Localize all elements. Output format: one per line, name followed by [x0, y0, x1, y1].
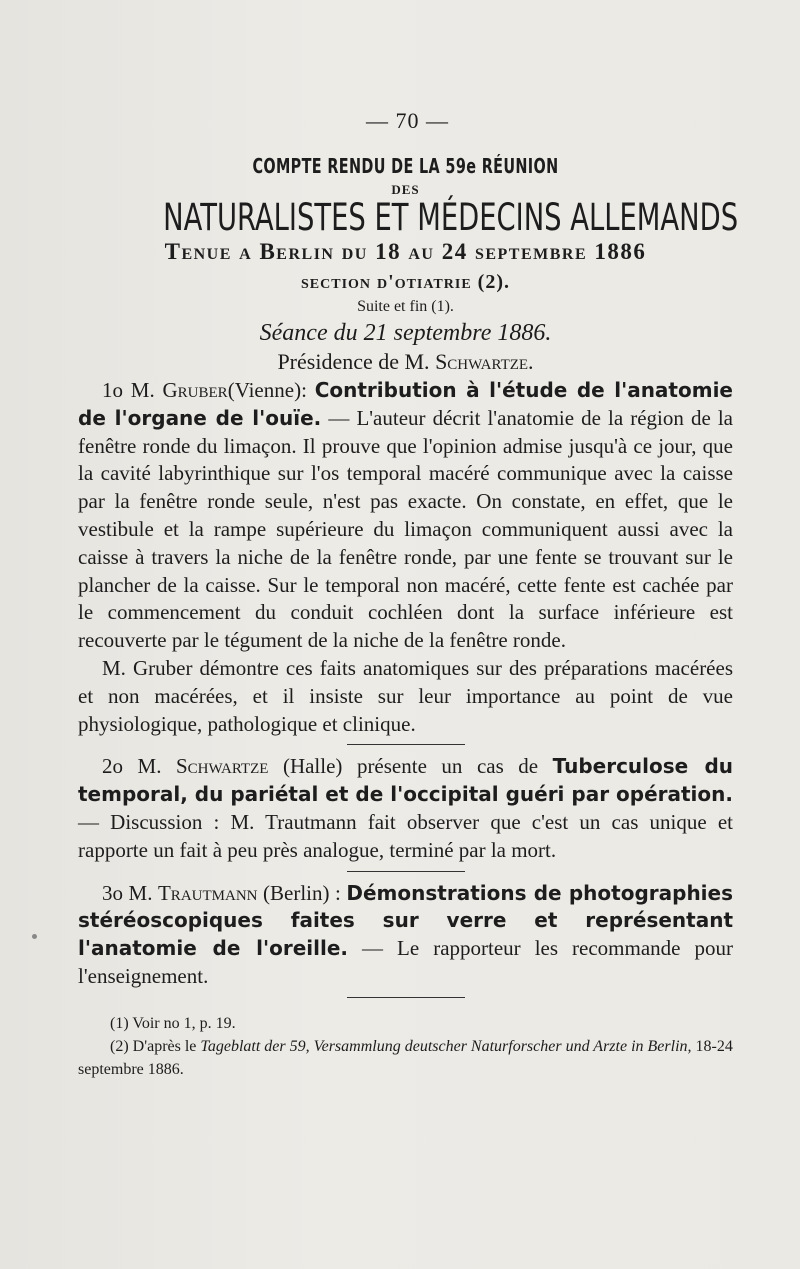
footnote-2-suffix: 18-24 septembre 1886.: [78, 1037, 733, 1078]
item-1-title: Contribution à l'étude de l'anatomie de l'organe de l'ouïe.: [78, 378, 733, 430]
page-number: — 70 —: [366, 108, 449, 133]
divider: [347, 997, 465, 998]
item-1-speaker: Gruber: [162, 378, 228, 402]
item-1-text: — L'auteur décrit l'anatomie de la région de la fenêtre ronde du limaçon. Il prouve que l'opinion admise jusqu'à ce jour, que la cavité labyrinthique sur l'os temporal macéré communique avec la caisse par la fenêtre ronde seule, n'est pas exacte. On constate, en effet, que le vestibule et la rampe supérieure du limaçon communiquent aussi avec la caisse à travers la niche de la fenêtre ronde, par une fente se trouvant sur le plancher de la caisse. Sur le temporal non macéré, cette fente est cachée par le commencement du conduit cochléen dont la surface inférieure est recouverte par le tégument de la niche de la fenêtre ronde.: [78, 405, 734, 653]
continuation-note: Suite et fin (1).: [357, 298, 454, 315]
item-2-number: 2o M.: [102, 754, 162, 779]
item-2-paragraph: [78, 753, 733, 864]
footnote-1: (1) Voir no 1, p. 19.: [110, 1014, 236, 1032]
footnotes: [78, 1012, 733, 1081]
page-content: [78, 108, 739, 1081]
president-name: Schwartze.: [435, 349, 534, 374]
item-3-place: (Berlin) :: [263, 880, 341, 905]
item-3-title: Démonstrations de photographies stéréoscopiques faites sur verre et représentant l'anatomie de l'oreille.: [78, 880, 734, 961]
item-1-text-2: M. Gruber démontre ces faits anatomiques sur des préparations macérées et non macérées, et il insiste sur leur importance au point de vue physiologique, pathologique et clinique.: [78, 655, 733, 736]
footnote-2-prefix: (2) D'après le: [110, 1037, 197, 1055]
item-1-number: 1o M.: [102, 378, 155, 402]
presidency-prefix: Présidence de M.: [277, 349, 430, 374]
item-1-paragraph: [78, 377, 733, 655]
divider: [347, 744, 465, 745]
item-3-text: — Le rapporteur les recommande pour l'enseignement.: [78, 936, 734, 988]
item-3-speaker: Trautmann: [157, 880, 258, 905]
item-1-paragraph-2: [78, 655, 733, 738]
main-title: NATURALISTES ET MÉDECINS ALLEMANDS: [163, 196, 739, 239]
margin-speck: [32, 934, 37, 939]
footnote-2-source: Tageblatt der 59, Versammlung deutscher Naturforscher und Arzte in Berlin,: [200, 1037, 692, 1055]
item-3-number: 3o M.: [102, 880, 153, 905]
section-title: section d'otiatrie (2).: [301, 271, 510, 293]
session-date: Séance du 21 septembre 1886.: [259, 320, 552, 346]
item-2-place: (Halle) présente un cas de: [282, 754, 539, 779]
heading-des: DES: [391, 182, 420, 197]
footnote-2: [78, 1035, 733, 1081]
report-heading: COMPTE RENDU DE LA 59e RÉUNION: [252, 154, 559, 178]
meeting-dates: Tenue a Berlin du 18 au 24 septembre 1886: [164, 239, 647, 264]
presidency: [78, 349, 733, 375]
divider: [347, 871, 465, 872]
item-3-paragraph: [78, 880, 733, 991]
item-1-place: (Vienne):: [227, 378, 307, 402]
item-2-title: Tuberculose du temporal, du pariétal et de l'occipital guéri par opération.: [78, 754, 734, 807]
item-2-speaker: Schwartze: [175, 754, 269, 779]
item-2-text: — Discussion : M. Trautmann fait observer que c'est un cas unique et rapporte un fait à peu près analogue, terminé par la mort.: [78, 809, 733, 862]
